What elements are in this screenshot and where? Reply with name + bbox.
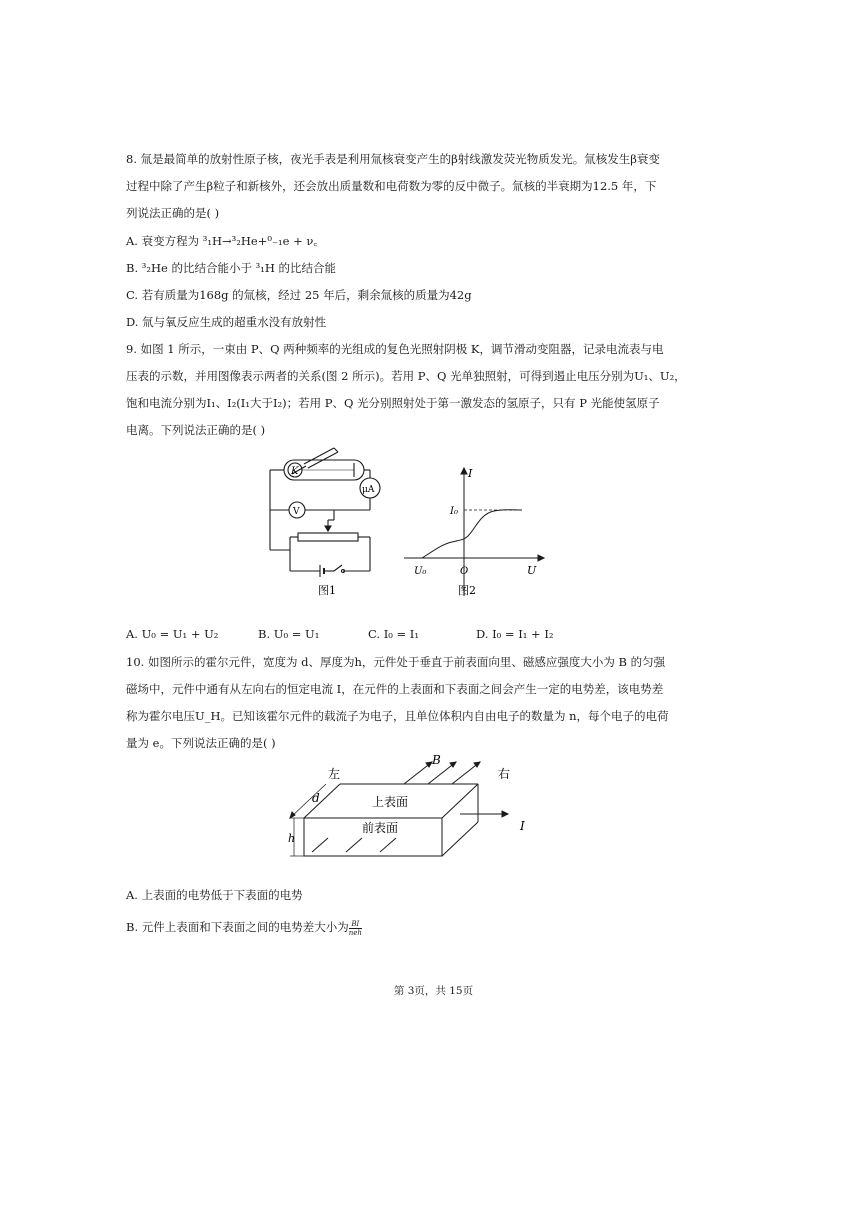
label-k: K [291, 466, 299, 477]
label-h: h [288, 832, 296, 845]
label-microammeter: μA [362, 485, 375, 495]
q8-option-b: B. ³₂He 的比结合能小于 ³₁H 的比结合能 [126, 261, 337, 275]
q9-option-b: B. U₀ = U₁ [258, 627, 320, 641]
figure-1-caption: 图1 [318, 584, 336, 597]
q10-line-4: 量为 e。下列说法正确的是( ) [126, 736, 276, 750]
q10-option-a: A. 上表面的电势低于下表面的电势 [126, 888, 303, 902]
label-top-surface: 上表面 [372, 795, 409, 809]
label-i0: I₀ [450, 506, 458, 517]
label-u0: U₀ [414, 566, 427, 577]
q9-line-4: 电离。下列说法正确的是( ) [126, 423, 266, 437]
q10-option-b [126, 919, 362, 937]
q9-option-a: A. U₀ = U₁ + U₂ [126, 627, 219, 641]
label-d: d [312, 791, 320, 805]
figure-2-caption: 图2 [458, 584, 476, 597]
q9-line-3: 饱和电流分别为I₁、I₂(I₁大于I₂)；若用 P、Q 光分别照射处于第一激发态的氢原子，只有 P 光能使氢原子 [126, 396, 660, 410]
q9-figure-2-graph [398, 464, 548, 604]
q10-line-3: 称为霍尔电压U_H。已知该霍尔元件的载流子为电子，且单位体积内自由电子的数量为 n，每个电子的电荷 [126, 709, 669, 723]
label-b: B [432, 753, 441, 767]
q9-line-2: 压表的示数，并用图像表示两者的关系(图 2 所示)。若用 P、Q 光单独照射，可得到遏止电压分别为U₁、U₂， [126, 369, 686, 383]
label-origin: O [460, 566, 469, 577]
label-current-i: I [520, 819, 525, 833]
label-voltmeter: V [293, 507, 300, 517]
label-front-surface: 前表面 [362, 821, 399, 835]
q8-option-c: C. 若有质量为168g 的氚核，经过 25 年后，剩余氚核的质量为42g [126, 288, 472, 302]
q10-line-1: 10. 如图所示的霍尔元件，宽度为 d、厚度为h，元件处于垂直于前表面向里、磁感应强度大小为 B 的匀强 [126, 655, 666, 669]
q9-option-d: D. I₀ = I₁ + I₂ [476, 627, 554, 641]
fraction-denominator: neh [348, 928, 362, 937]
page-footer: 第 3页，共 15页 [393, 985, 474, 997]
q10-hall-element-figure [280, 752, 540, 862]
axis-label-u: U [527, 564, 537, 577]
q8-line-2: 过程中除了产生β粒子和新核外，还会放出质量数和电荷数为零的反中微子。氚核的半衰期为12.5 年，下 [126, 179, 657, 193]
q10-option-b-fraction [349, 920, 362, 937]
label-right: 右 [498, 767, 511, 781]
q10-option-b-text: B. 元件上表面和下表面之间的电势差大小为 [126, 920, 349, 934]
q9-figure-1-circuit [262, 444, 392, 604]
q9-option-c: C. I₀ = I₁ [368, 627, 419, 641]
q8-option-d: D. 氚与氧反应生成的超重水没有放射性 [126, 315, 327, 329]
q9-options [126, 627, 746, 643]
q8-option-a: A. 衰变方程为 ³₁H→³₂He+⁰₋₁e + ν꜀ [126, 234, 318, 248]
q8-line-1: 8. 氚是最简单的放射性原子核，夜光手表是利用氚核衰变产生的β射线激发荧光物质发光。氚核发生β衰变 [126, 152, 660, 166]
axis-label-i: I [468, 467, 473, 480]
fraction-numerator: BI [349, 920, 362, 929]
q8-line-3: 列说法正确的是( ) [126, 206, 220, 220]
q10-line-2: 磁场中，元件中通有从左向右的恒定电流 I，在元件的上表面和下表面之间会产生一定的电势差，该电势差 [126, 682, 664, 696]
q9-line-1: 9. 如图 1 所示，一束由 P、Q 两种频率的光组成的复色光照射阴极 K，调节滑动变阻器，记录电流表与电 [126, 342, 664, 356]
label-left: 左 [328, 767, 341, 781]
